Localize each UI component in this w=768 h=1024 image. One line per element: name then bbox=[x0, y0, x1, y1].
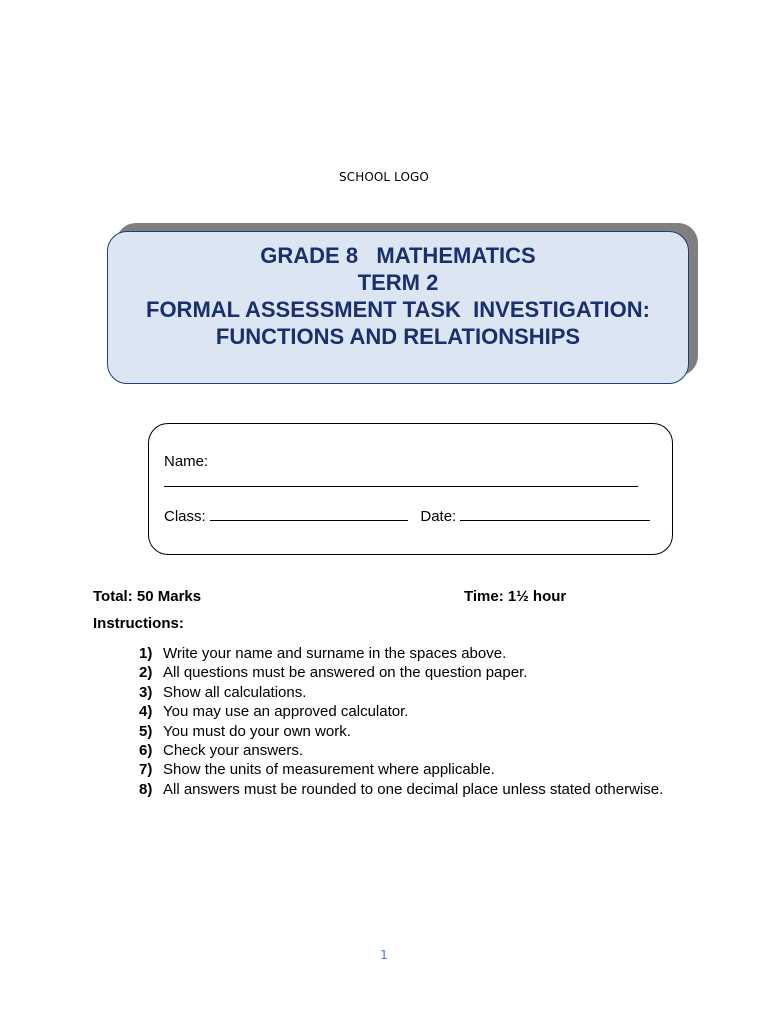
instruction-text: Check your answers. bbox=[163, 742, 304, 760]
list-item bbox=[139, 702, 663, 721]
instruction-number: 6) bbox=[139, 742, 153, 760]
total-marks: Total: 50 Marks bbox=[93, 588, 202, 605]
list-item bbox=[139, 663, 663, 682]
list-item bbox=[139, 722, 663, 741]
time-allowed: Time: 1½ hour bbox=[464, 588, 567, 605]
page-number: 1 bbox=[380, 948, 388, 962]
title-box bbox=[107, 231, 689, 384]
instruction-text: You may use an approved calculator. bbox=[163, 703, 409, 721]
date-field[interactable] bbox=[460, 506, 650, 521]
school-logo-placeholder: SCHOOL LOGO bbox=[339, 170, 429, 184]
instructions-heading: Instructions: bbox=[93, 615, 184, 632]
instruction-number: 4) bbox=[139, 703, 153, 721]
list-item bbox=[139, 683, 663, 702]
list-item bbox=[139, 780, 663, 799]
list-item bbox=[139, 644, 663, 663]
instruction-number: 2) bbox=[139, 664, 153, 682]
title-line-topic: FUNCTIONS AND RELATIONSHIPS bbox=[215, 324, 581, 349]
class-label: Class: bbox=[164, 508, 206, 525]
instruction-number: 7) bbox=[139, 761, 153, 779]
title-line-term: TERM 2 bbox=[357, 270, 439, 295]
instruction-number: 5) bbox=[139, 722, 153, 740]
list-item bbox=[139, 760, 663, 779]
instruction-text: You must do your own work. bbox=[163, 722, 351, 740]
list-item bbox=[139, 741, 663, 760]
instruction-text: All questions must be answered on the question paper. bbox=[163, 664, 528, 682]
class-field[interactable] bbox=[210, 506, 408, 521]
instruction-text: Show the units of measurement where applicable. bbox=[163, 761, 495, 779]
date-label: Date: bbox=[420, 508, 457, 525]
instruction-text: All answers must be rounded to one decimal place unless stated otherwise. bbox=[163, 780, 664, 798]
student-info-box bbox=[148, 423, 673, 555]
instruction-text: Show all calculations. bbox=[163, 683, 307, 701]
title-line-grade: GRADE 8 MATHEMATICS bbox=[260, 243, 536, 268]
name-field[interactable] bbox=[164, 486, 638, 487]
instruction-number: 1) bbox=[139, 645, 153, 662]
name-label: Name: bbox=[164, 453, 209, 470]
instruction-number: 8) bbox=[139, 780, 153, 798]
title-line-task: FORMAL ASSESSMENT TASK INVESTIGATION: bbox=[146, 297, 650, 322]
class-date-row bbox=[164, 506, 650, 525]
instructions-list bbox=[139, 644, 663, 799]
instruction-number: 3) bbox=[139, 683, 153, 701]
instruction-text: Write your name and surname in the spaces above. bbox=[163, 645, 507, 662]
